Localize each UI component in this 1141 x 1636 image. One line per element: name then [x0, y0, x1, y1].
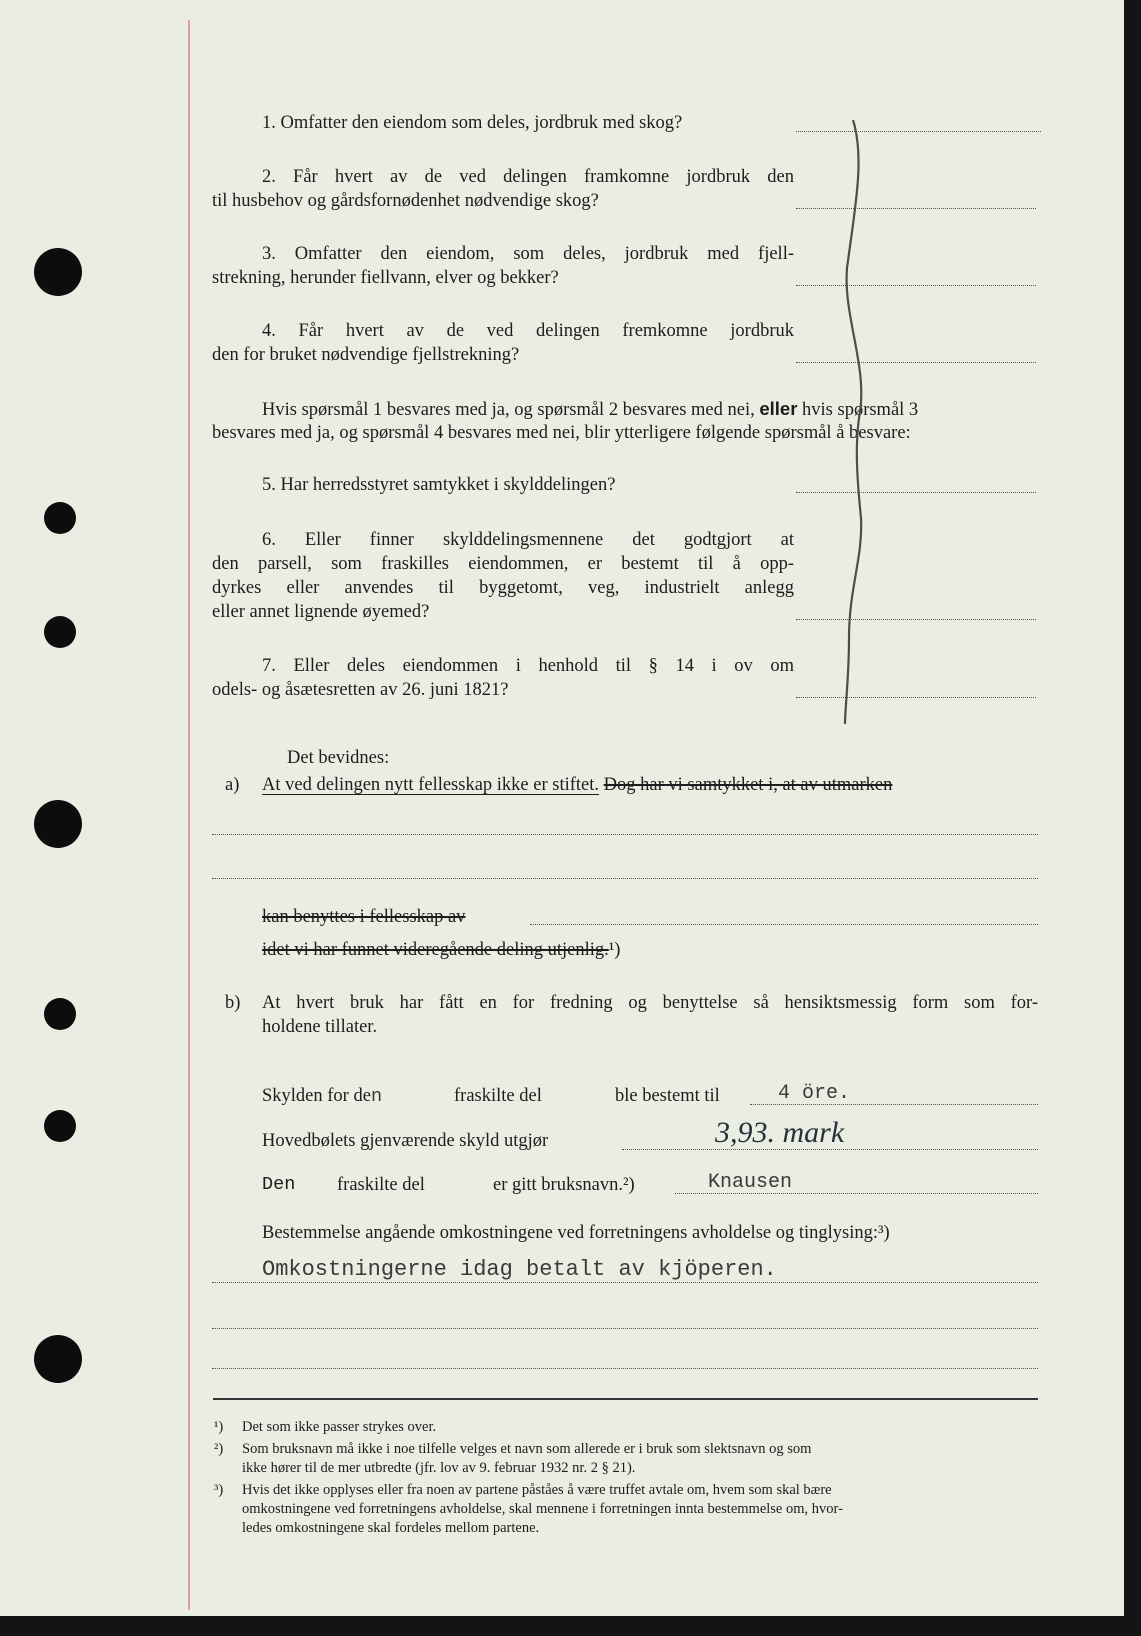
footnote-3-line-3: ledes omkostningene skal fordeles mellom partene. [242, 1520, 540, 1536]
skyld-label-text: Skylden for de [262, 1086, 371, 1106]
punch-hole [44, 1110, 76, 1142]
footnote-3-mark: ³) [214, 1482, 224, 1498]
attest-b-line-1: At hvert bruk har fått en for fredning og benyttelse så hensiktsmessig form som for- [262, 993, 1038, 1013]
struck-line-1: kan benyttes i fellesskap av [262, 907, 466, 927]
attest-b-label: b) [225, 993, 241, 1013]
attest-a-line [262, 773, 892, 797]
question-6-line-2: den parsell, som fraskilles eiendommen, er bestemt til å opp- [212, 554, 794, 574]
answer-line-4 [796, 362, 1036, 363]
question-3-line-2: strekning, herunder fiellvann, elver og bekker? [212, 268, 559, 288]
punch-hole [34, 800, 82, 848]
punch-hole [44, 616, 76, 648]
footnote-3-line-1: Hvis det ikke opplyses eller fra noen av partene påståes å være truffet avtale om, hvem som skal bære [242, 1482, 832, 1498]
question-2-line-2: til husbehov og gårdsfornødenhet nødvendige skog? [212, 191, 599, 211]
footnote-separator [213, 1398, 1038, 1400]
footnote-1-line-1: Det som ikke passer strykes over. [242, 1419, 437, 1435]
answer-line-2 [796, 208, 1036, 209]
den-label-2: fraskilte del [337, 1175, 425, 1195]
attest-b-line-2: holdene tillater. [262, 1017, 378, 1037]
question-2-line-1: 2. Får hvert av de ved delingen framkomne jordbruk den [262, 167, 794, 187]
bestemmelse-value[interactable]: Omkostningerne idag betalt av kjöperen. [262, 1257, 777, 1282]
hoved-label: Hovedbølets gjenværende skyld utgjør [262, 1131, 549, 1151]
attest-blank-line-1 [212, 834, 1038, 835]
red-margin-line [188, 20, 190, 1610]
bestemmelse-line-3 [212, 1368, 1038, 1369]
question-1: 1. Omfatter den eiendom som deles, jordbruk med skog? [262, 113, 683, 133]
punch-hole [44, 502, 76, 534]
conditional-line-1 [262, 397, 918, 422]
question-6-line-4: eller annet lignende øyemed? [212, 602, 430, 622]
question-4-line-2: den for bruket nødvendige fjellstrekning? [212, 345, 520, 365]
attest-heading: Det bevidnes: [287, 748, 390, 768]
answer-line-3 [796, 285, 1036, 286]
punch-hole [34, 248, 82, 296]
attest-a-label: a) [225, 775, 240, 795]
den-label-3: er gitt bruksnavn.²) [493, 1175, 635, 1195]
bruksnavn-value[interactable]: Knausen [708, 1171, 793, 1194]
footnote-2-mark: ²) [214, 1441, 224, 1457]
skyld-label-suffix: n [370, 1086, 383, 1107]
punch-hole [34, 1335, 82, 1383]
bestemmelse-label: Bestemmelse angående omkostningene ved forretningens avholdelse og tinglysing:³) [262, 1223, 890, 1243]
hoved-value[interactable]: 3,93. mark [715, 1116, 845, 1149]
conditional-text-b: hvis spørsmål 3 [802, 400, 919, 420]
question-6-line-3: dyrkes eller anvendes til byggetomt, veg, industrielt anlegg [212, 578, 794, 598]
question-3-line-1: 3. Omfatter den eiendom, som deles, jordbruk med fjell- [262, 244, 794, 264]
skyld-value[interactable]: 4 öre. [778, 1082, 851, 1105]
conditional-text-a: Hvis spørsmål 1 besvares med ja, og spørsmål 2 besvares med nei, [262, 400, 755, 420]
question-7-line-1: 7. Eller deles eiendommen i henhold til § 14 i ov om [262, 656, 794, 676]
conditional-line-2: besvares med ja, og spørsmål 4 besvares med nei, blir ytterligere følgende spørsmål å besvare: [212, 423, 911, 443]
footnote-1-mark: ¹) [214, 1419, 224, 1435]
struck-line-1-dots [530, 924, 1038, 925]
bestemmelse-line-2 [212, 1328, 1038, 1329]
question-7-line-2: odels- og åsætesretten av 26. juni 1821? [212, 680, 509, 700]
bestemmelse-line-1 [212, 1282, 1038, 1283]
attest-a-text: At ved delingen nytt fellesskap ikke er stiftet. [262, 775, 600, 795]
struck-line-2 [262, 938, 620, 962]
struck-line-2-text: idet vi har funnet videregående deling utjenlig. [262, 940, 609, 960]
conditional-eller: eller [759, 398, 798, 419]
answer-line-6 [796, 619, 1036, 620]
attest-blank-line-2 [212, 878, 1038, 879]
skyld-label-3: ble bestemt til [615, 1086, 720, 1106]
footnote-3-line-2: omkostningene ved forretningens avholdelse, skal mennene i forretningen innta bestemmelse om, hvor- [242, 1501, 843, 1517]
skyld-label [262, 1084, 382, 1109]
footnote-2-line-1: Som bruksnavn må ikke i noe tilfelle velges et navn som allerede er i bruk som slektsnavn og som [242, 1441, 812, 1457]
skyld-label-2: fraskilte del [454, 1086, 542, 1106]
struck-line-2-footnote-mark: ¹) [608, 940, 621, 960]
answer-line-1 [796, 131, 1041, 132]
handwritten-brace [835, 118, 885, 728]
question-5: 5. Har herredsstyret samtykket i skylddelingen? [262, 475, 616, 495]
answer-line-7 [796, 697, 1036, 698]
den-label: Den [262, 1174, 296, 1195]
footnote-2-line-2: ikke hører til de mer utbredte (jfr. lov av 9. februar 1932 nr. 2 § 21). [242, 1460, 636, 1476]
question-4-line-1: 4. Får hvert av de ved delingen fremkomne jordbruk [262, 321, 794, 341]
question-6-line-1: 6. Eller finner skylddelingsmennene det godtgjort at [262, 530, 794, 550]
punch-hole [44, 998, 76, 1030]
answer-line-5 [796, 492, 1036, 493]
attest-a-struck: Dog har vi samtykket i, at av utmarken [603, 775, 893, 795]
